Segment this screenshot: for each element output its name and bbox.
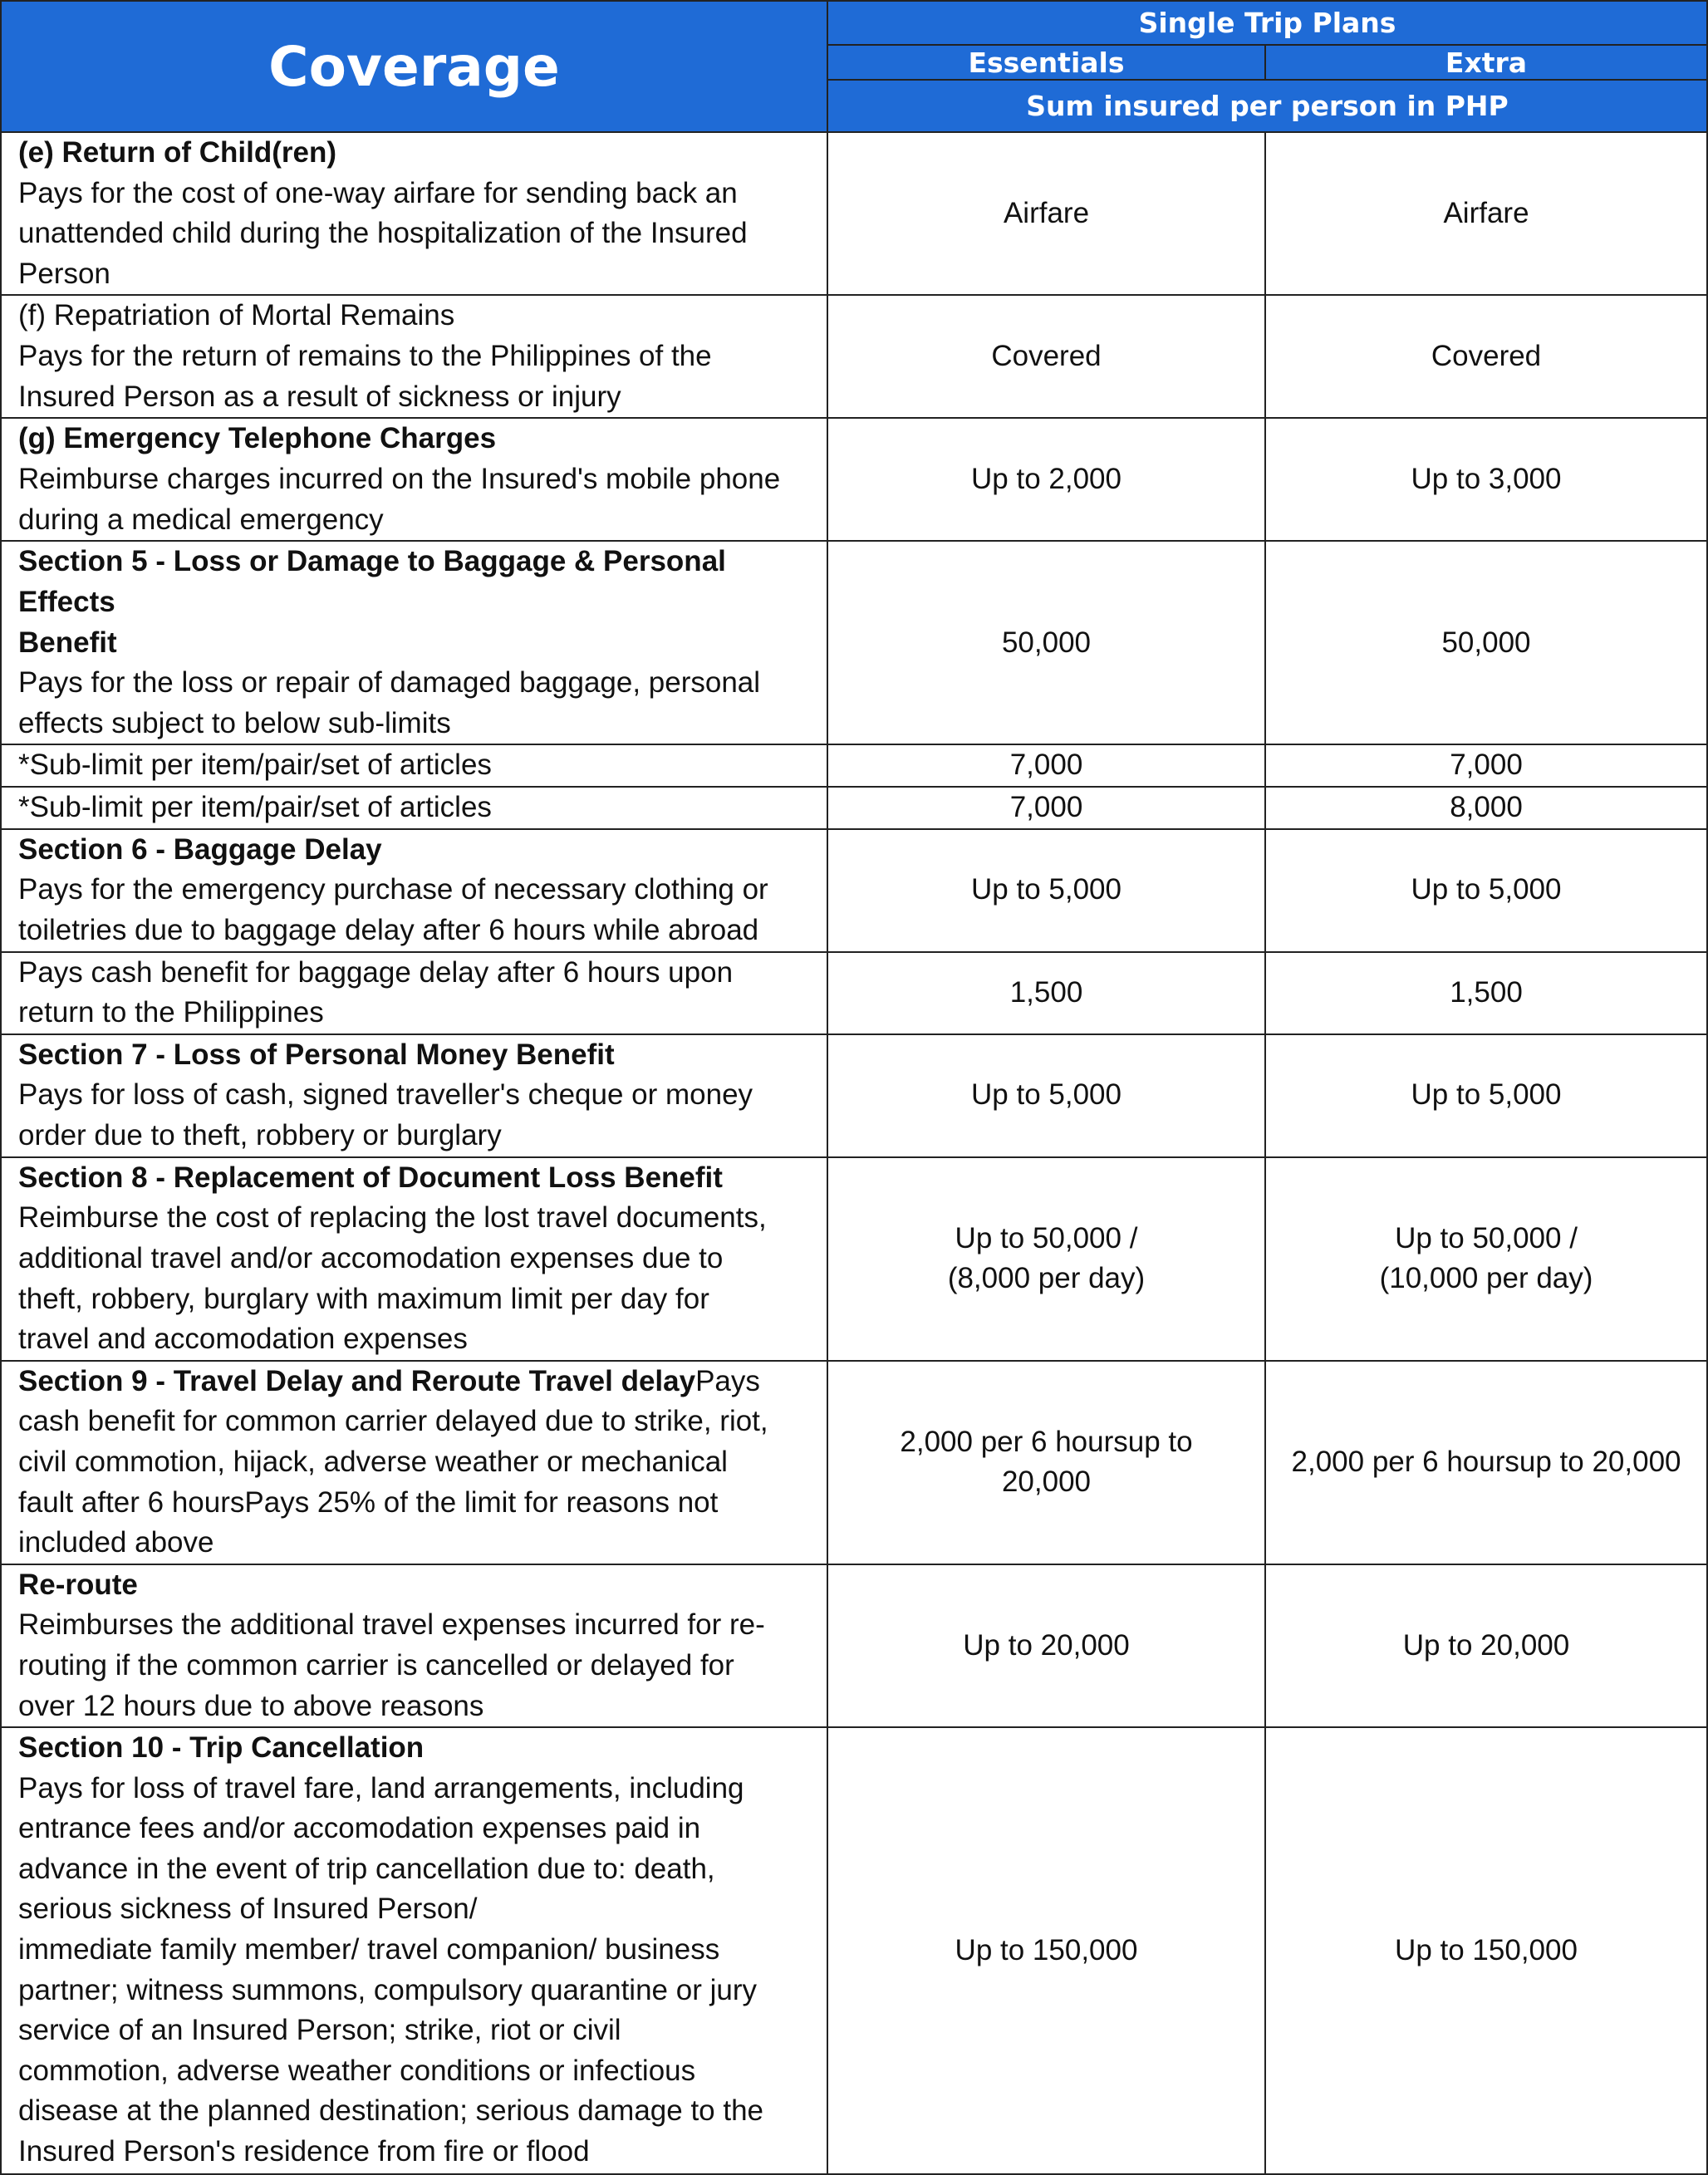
- coverage-title-line: [18, 1362, 827, 1402]
- coverage-desc-line: routing if the common carrier is cancelled or delayed for: [18, 1648, 734, 1682]
- coverage-desc-line: additional travel and/or accomodation expenses due to: [18, 1241, 724, 1274]
- essentials-value-line: 2,000 per 6 hoursup to: [900, 1425, 1193, 1458]
- coverage-cell: [1, 541, 827, 744]
- coverage-cell: [1, 1727, 827, 2174]
- coverage-desc-line: Reimburse charges incurred on the Insured's mobile phone: [18, 462, 781, 495]
- coverage-title: (e) Return of Child(ren): [18, 136, 337, 169]
- extra-value-line: 1,500: [1450, 975, 1523, 1009]
- coverage-desc-line: entrance fees and/or accomodation expenses paid in: [18, 1812, 701, 1845]
- table-row: [1, 1034, 1707, 1157]
- table-row: [1, 1157, 1707, 1361]
- sum-insured-header: Sum insured per person in PHP: [827, 80, 1707, 132]
- essentials-value: [827, 744, 1265, 787]
- extra-value-line: Covered: [1431, 340, 1542, 373]
- coverage-desc-line: commotion, adverse weather conditions or infectious: [18, 2054, 696, 2087]
- extra-value-line: 8,000: [1450, 790, 1523, 823]
- coverage-desc-line: included above: [18, 1526, 214, 1559]
- table-row: [1, 295, 1707, 418]
- essentials-value: [827, 1564, 1265, 1727]
- table-row: [1, 132, 1707, 295]
- coverage-desc-line: (f) Repatriation of Mortal Remains: [18, 299, 455, 332]
- extra-value: [1265, 1034, 1707, 1157]
- essentials-value-line: 50,000: [1001, 626, 1092, 659]
- essentials-value-line: Up to 150,000: [955, 1933, 1138, 1966]
- extra-value: [1265, 1727, 1707, 2174]
- coverage-desc-line: during a medical emergency: [18, 503, 384, 536]
- essentials-value-line: (8,000 per day): [947, 1262, 1146, 1295]
- coverage-desc-line: service of an Insured Person; strike, riot or civil: [18, 2014, 621, 2047]
- table-row: [1, 1564, 1707, 1727]
- table-row: [1, 418, 1707, 541]
- coverage-cell: [1, 952, 827, 1034]
- essentials-value: [827, 418, 1265, 541]
- essentials-value-line: Up to 5,000: [971, 873, 1121, 906]
- coverage-desc-line: toiletries due to baggage delay after 6 hours while abroad: [18, 913, 759, 946]
- coverage-desc-line: order due to theft, robbery or burglary: [18, 1118, 502, 1151]
- coverage-desc-line: fault after 6 hoursPays 25% of the limit for reasons not: [18, 1485, 719, 1519]
- extra-value-line: 7,000: [1450, 749, 1523, 782]
- extra-value-line: Up to 20,000: [1402, 1628, 1570, 1662]
- essentials-value-line: Up to 20,000: [963, 1628, 1130, 1662]
- coverage-desc-line: Insured Person as a result of sickness or injury: [18, 380, 621, 413]
- coverage-desc-line: Reimburse the cost of replacing the lost travel documents,: [18, 1201, 767, 1235]
- extra-value: [1265, 952, 1707, 1034]
- coverage-desc-line: over 12 hours due to above reasons: [18, 1689, 484, 1722]
- coverage-desc-line: unattended child during the hospitalization of the Insured: [18, 217, 748, 250]
- coverage-title: Re-route: [18, 1568, 138, 1601]
- coverage-cell: [1, 132, 827, 295]
- coverage-desc-line: travel and accomodation expenses: [18, 1323, 468, 1356]
- coverage-title: Section 6 - Baggage Delay: [18, 832, 382, 866]
- coverage-desc-line: *Sub-limit per item/pair/set of articles: [18, 790, 492, 823]
- coverage-desc-line: advance in the event of trip cancellation due to: death,: [18, 1852, 715, 1885]
- essentials-value: [827, 541, 1265, 744]
- coverage-desc-line: Pays for loss of cash, signed traveller's cheque or money: [18, 1078, 753, 1112]
- extra-value-line: Up to 3,000: [1411, 463, 1562, 496]
- essentials-value: [827, 787, 1265, 829]
- essentials-value: [827, 1727, 1265, 2174]
- coverage-desc-line: serious sickness of Insured Person/: [18, 1893, 478, 1926]
- coverage-desc-line: *Sub-limit per item/pair/set of articles: [18, 749, 492, 782]
- essentials-value-line: 1,500: [1009, 975, 1083, 1009]
- essentials-value-line: 20,000: [1001, 1466, 1092, 1499]
- coverage-cell: [1, 418, 827, 541]
- coverage-cell: [1, 295, 827, 418]
- coverage-title: Section 5 - Loss or Damage to Baggage & Personal Effects: [18, 545, 726, 618]
- extra-value-line: Up to 5,000: [1411, 873, 1562, 906]
- extra-value-line: Up to 5,000: [1411, 1078, 1562, 1112]
- coverage-desc-line: civil commotion, hijack, adverse weather or mechanical: [18, 1445, 728, 1478]
- coverage-desc-line: Pays: [695, 1364, 760, 1397]
- essentials-value: [827, 829, 1265, 952]
- coverage-cell: [1, 1157, 827, 1361]
- extra-value: [1265, 787, 1707, 829]
- extra-value: [1265, 1361, 1707, 1564]
- essentials-value-line: Covered: [991, 340, 1102, 373]
- table-row: [1, 541, 1707, 744]
- coverage-header: Coverage: [1, 1, 827, 132]
- extra-value: [1265, 541, 1707, 744]
- coverage-cell: [1, 1564, 827, 1727]
- essentials-value-line: Up to 5,000: [971, 1078, 1121, 1112]
- essentials-value: [827, 1157, 1265, 1361]
- single-trip-plans-header: Single Trip Plans: [827, 1, 1707, 45]
- extra-value-line: Airfare: [1443, 196, 1529, 229]
- coverage-desc-line: Pays for the loss or repair of damaged baggage, personal: [18, 666, 761, 700]
- coverage-cell: [1, 1361, 827, 1564]
- coverage-title: Section 9 - Travel Delay and Reroute Travel delay: [18, 1364, 696, 1397]
- coverage-desc-line: Pays for the cost of one-way airfare for sending back an: [18, 176, 738, 209]
- essentials-value-line: Up to 50,000 /: [955, 1221, 1138, 1254]
- table-row: [1, 1361, 1707, 1564]
- essentials-value-line: 7,000: [1009, 790, 1083, 823]
- coverage-desc-line: cash benefit for common carrier delayed due to strike, riot,: [18, 1405, 768, 1438]
- table-row: [1, 787, 1707, 829]
- table-row: [1, 744, 1707, 787]
- extra-value: [1265, 1157, 1707, 1361]
- coverage-desc-line: disease at the planned destination; serious damage to the: [18, 2094, 764, 2128]
- table-row: [1, 1727, 1707, 2174]
- extra-value: [1265, 1564, 1707, 1727]
- essentials-value: [827, 132, 1265, 295]
- extra-value-line: (10,000 per day): [1379, 1262, 1593, 1295]
- essentials-value-line: Up to 2,000: [971, 463, 1121, 496]
- extra-value-line: Up to 150,000: [1395, 1933, 1578, 1966]
- coverage-cell: [1, 787, 827, 829]
- table-row: [1, 952, 1707, 1034]
- coverage-title: Section 8 - Replacement of Document Loss Benefit: [18, 1161, 723, 1194]
- coverage-desc-line: effects subject to below sub-limits: [18, 706, 451, 739]
- essentials-header: Essentials: [827, 45, 1265, 80]
- extra-value: [1265, 744, 1707, 787]
- essentials-value: [827, 295, 1265, 418]
- coverage-title: Section 7 - Loss of Personal Money Benefit: [18, 1038, 615, 1071]
- coverage-cell: [1, 1034, 827, 1157]
- table-row: [1, 829, 1707, 952]
- coverage-cell: [1, 829, 827, 952]
- coverage-desc-line: Pays cash benefit for baggage delay after 6 hours upon: [18, 955, 734, 989]
- essentials-value-line: Airfare: [1003, 196, 1090, 229]
- coverage-desc-line: Person: [18, 257, 110, 290]
- essentials-value: [827, 1361, 1265, 1564]
- coverage-desc-line: immediate family member/ travel companion/ business: [18, 1933, 720, 1966]
- coverage-desc-line: partner; witness summons, compulsory quarantine or jury: [18, 1973, 757, 2006]
- coverage-title: Benefit: [18, 626, 117, 659]
- essentials-value-line: 7,000: [1009, 749, 1083, 782]
- coverage-desc-line: Pays for the return of remains to the Philippines of the: [18, 339, 712, 372]
- coverage-title: (g) Emergency Telephone Charges: [18, 422, 497, 455]
- coverage-cell: [1, 744, 827, 787]
- extra-value-line: 2,000 per 6 hoursup to 20,000: [1291, 1445, 1681, 1478]
- coverage-desc-line: theft, robbery, burglary with maximum limit per day for: [18, 1282, 709, 1315]
- coverage-desc-line: Pays for loss of travel fare, land arrangements, including: [18, 1771, 744, 1804]
- coverage-desc-line: Insured Person's residence from fire or flood: [18, 2135, 590, 2168]
- extra-value: [1265, 132, 1707, 295]
- extra-value: [1265, 418, 1707, 541]
- essentials-value: [827, 952, 1265, 1034]
- coverage-desc-line: return to the Philippines: [18, 996, 324, 1029]
- extra-value: [1265, 829, 1707, 952]
- coverage-desc-line: Pays for the emergency purchase of necessary clothing or: [18, 873, 768, 906]
- coverage-title: Section 10 - Trip Cancellation: [18, 1731, 425, 1765]
- coverage-desc-line: Reimburses the additional travel expenses incurred for re-: [18, 1608, 765, 1642]
- extra-header: Extra: [1265, 45, 1707, 80]
- extra-value-line: Up to 50,000 /: [1395, 1221, 1578, 1254]
- essentials-value: [827, 1034, 1265, 1157]
- extra-value: [1265, 295, 1707, 418]
- extra-value-line: 50,000: [1441, 626, 1531, 659]
